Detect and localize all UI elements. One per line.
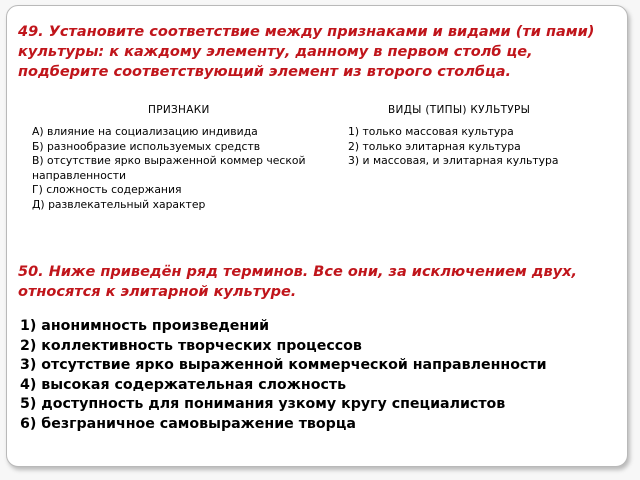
sign-item-b: Б) разнообразие используемых средств: [32, 139, 261, 153]
sign-item-v: В) отсутствие ярко выраженной коммер ческой направленности: [32, 154, 306, 182]
signs-column-header: ПРИЗНАКИ: [148, 104, 210, 116]
sign-item-g: Г) сложность содержания: [32, 183, 182, 196]
signs-list: [32, 125, 338, 212]
sign-item-a: А) влияние на социализацию индивида: [32, 125, 258, 138]
term-item-1: 1) анонимность произведений: [20, 318, 270, 334]
question-50-title: 50. Ниже приведён ряд терминов. Все они, за исключением двух, относятся к элитарной культуре.: [18, 264, 578, 300]
term-item-6: 6) безграничное самовыражение творца: [20, 415, 356, 432]
terms-list: [20, 317, 620, 434]
culture-types-column-header: ВИДЫ (ТИПЫ) КУЛЬТУРЫ: [388, 104, 531, 116]
question-49-title: 49. Установите соответствие между признаками и видами (ти пами) культуры: к каждому элементу, данному в первом столб це, подберите соответствующий элемент из второго столбца.: [18, 24, 595, 80]
culture-type-1: 1) только массовая культура: [348, 125, 514, 138]
culture-type-3: 3) и массовая, и элитарная культура: [348, 154, 559, 167]
term-item-3: 3) отсутствие ярко выраженной коммерческой направленности: [20, 357, 547, 373]
term-item-5: 5) доступность для понимания узкому кругу специалистов: [20, 396, 506, 412]
term-item-4: 4) высокая содержательная сложность: [20, 376, 347, 393]
culture-type-2: 2) только элитарная культура: [348, 139, 521, 153]
term-item-2: 2) коллективность творческих процессов: [20, 337, 362, 354]
culture-types-list: [348, 125, 618, 169]
sign-item-d: Д) развлекательный характер: [32, 197, 206, 211]
